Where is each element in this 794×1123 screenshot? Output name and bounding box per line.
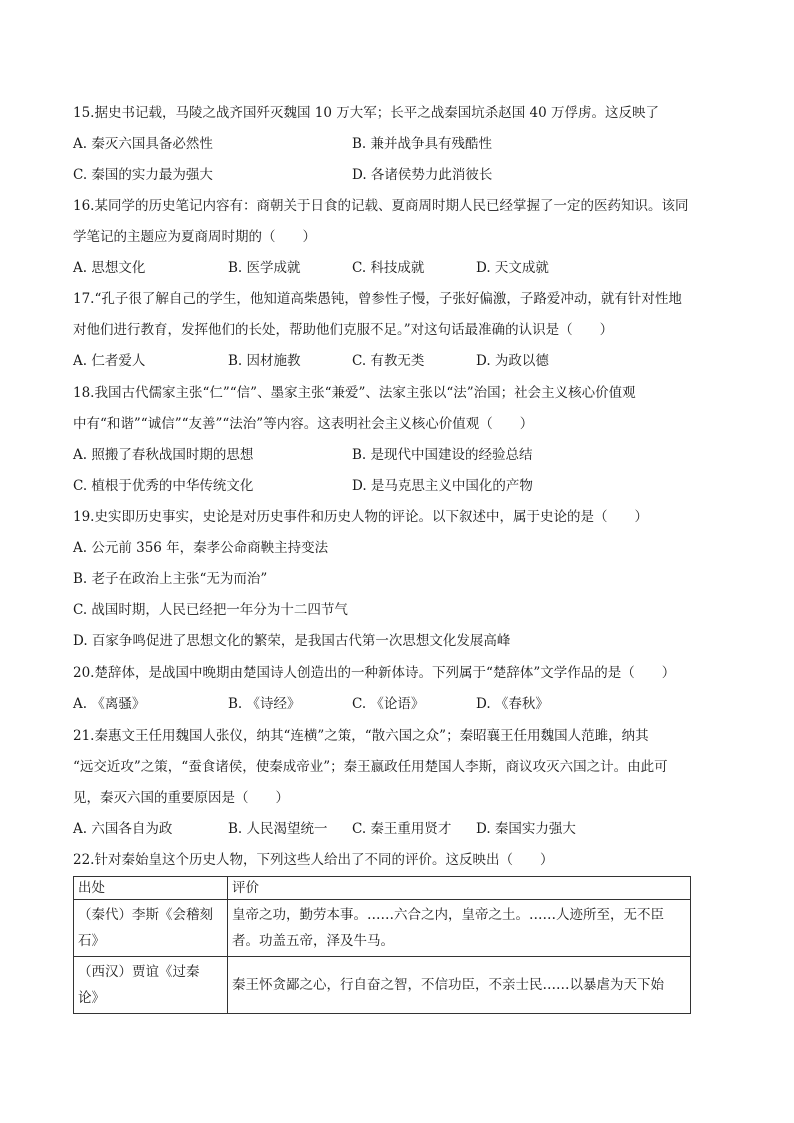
table-cell-source	[74, 957, 228, 1014]
question-16-option-a: A. 思想文化	[73, 260, 146, 276]
question-22-stem: 22.针对秦始皇这个历史人物，下列这些人给出了不同的评价。这反映出（ ）	[73, 852, 554, 868]
question-17-option-b: B. 因材施教	[228, 353, 301, 369]
question-16-stem-line-2: 学笔记的主题应为夏商周时期的（ ）	[73, 229, 316, 245]
question-18-stem-line-2: 中有“和谐”“诚信”“友善”“法治”等内容。这表明社会主义核心价值观（ ）	[73, 416, 534, 432]
question-21-option-d: D. 秦国实力强大	[476, 821, 576, 837]
question-17-stem-line-1: 17.“孔子很了解自己的学生，他知道高柴愚钝，曾参性子慢，子张好偏激，子路爱冲动，就有针对性地	[73, 291, 682, 307]
question-21-stem-line-2: “远交近攻”之策，“蚕食诸侯，使秦成帝业”；秦王嬴政任用楚国人李斯，商议攻灭六国之计。由此可	[73, 759, 668, 775]
table-cell-source	[74, 900, 228, 957]
question-21-stem-line-1: 21.秦惠文王任用魏国人张仪，纳其“连横”之策，“散六国之众”；秦昭襄王任用魏国人范雎，纳其	[73, 728, 649, 744]
question-20-option-c: C. 《论语》	[352, 696, 425, 712]
table-header-comment: 评价	[228, 877, 691, 900]
question-18-option-b: B. 是现代中国建设的经验总结	[352, 447, 533, 463]
question-19-option-d: D. 百家争鸣促进了思想文化的繁荣，是我国古代第一次思想文化发展高峰	[73, 633, 511, 649]
table-header-source: 出处	[74, 877, 228, 900]
question-20-option-d: D. 《春秋》	[476, 696, 549, 712]
question-18-option-d: D. 是马克思主义中国化的产物	[352, 478, 533, 494]
question-21-option-b: B. 人民渴望统一	[228, 821, 328, 837]
question-20-option-b: B. 《诗经》	[228, 696, 301, 712]
table-cell-comment	[228, 900, 691, 957]
question-19-option-b: B. 老子在政治上主张“无为而治”	[73, 571, 268, 587]
question-21-option-a: A. 六国各自为政	[73, 821, 173, 837]
question-15-option-a: A. 秦灭六国具备必然性	[73, 136, 213, 152]
evaluation-table	[73, 876, 691, 1014]
question-18-stem-line-1: 18.我国古代儒家主张“仁”“信”、墨家主张“兼爱”、法家主张以“法”治国；社会主义核心价值观	[73, 385, 636, 401]
table-header-row	[74, 877, 691, 900]
question-16-option-d: D. 天文成就	[476, 260, 549, 276]
question-17-option-c: C. 有教无类	[352, 353, 425, 369]
question-17-option-a: A. 仁者爱人	[73, 353, 146, 369]
question-20-option-a: A. 《离骚》	[73, 696, 146, 712]
question-16-option-c: C. 科技成就	[352, 260, 425, 276]
question-17-option-d: D. 为政以德	[476, 353, 549, 369]
comment-line: 皇帝之功，勤劳本事。……六合之内，皇帝之土。……人迹所至，无不臣	[232, 907, 664, 923]
question-21-stem-line-3: 见，秦灭六国的重要原因是（ ）	[73, 790, 289, 806]
question-17-stem-line-2: 对他们进行教育，发挥他们的长处，帮助他们克服不足。”对这句话最准确的认识是（ ）	[73, 322, 614, 338]
question-19-option-c: C. 战国时期，人民已经把一年分为十二四节气	[73, 602, 348, 618]
question-16-option-b: B. 医学成就	[228, 260, 301, 276]
question-15-option-d: D. 各诸侯势力此消彼长	[352, 167, 493, 183]
source-line: （西汉）贾谊《过秦	[78, 964, 200, 980]
question-20-stem: 20.楚辞体，是战国中晚期由楚国诗人创造出的一种新体诗。下列属于“楚辞体”文学作品的是（ ）	[73, 665, 676, 681]
question-15-option-c: C. 秦国的实力最为强大	[73, 167, 213, 183]
table-cell-comment	[228, 957, 691, 1014]
question-15-option-b: B. 兼并战争具有残酷性	[352, 136, 493, 152]
source-line: （秦代）李斯《会稽刻	[78, 907, 213, 923]
table-row	[74, 957, 691, 1014]
comment-line: 秦王怀贪鄙之心，行自奋之智，不信功臣，不亲士民……以暴虐为天下始	[232, 977, 664, 993]
comment-line: 者。功盖五帝，泽及牛马。	[232, 933, 394, 949]
question-19-option-a: A. 公元前 356 年，秦孝公命商鞅主持变法	[73, 540, 329, 556]
question-21-option-c: C. 秦王重用贤才	[352, 821, 452, 837]
question-15-stem: 15.据史书记载，马陵之战齐国歼灭魏国 10 万大军；长平之战秦国坑杀赵国 40 万俘虏。这反映了	[73, 105, 659, 121]
table-row	[74, 900, 691, 957]
question-18-option-a: A. 照搬了春秋战国时期的思想	[73, 447, 254, 463]
question-18-option-c: C. 植根于优秀的中华传统文化	[73, 478, 254, 494]
source-line: 论》	[78, 990, 105, 1006]
source-line: 石》	[78, 933, 105, 949]
question-16-stem-line-1: 16.某同学的历史笔记内容有：商朝关于日食的记载、夏商周时期人民已经掌握了一定的医药知识。该同	[73, 198, 689, 214]
question-19-stem: 19.史实即历史事实，史论是对历史事件和历史人物的评论。以下叙述中，属于史论的是（ ）	[73, 509, 648, 525]
